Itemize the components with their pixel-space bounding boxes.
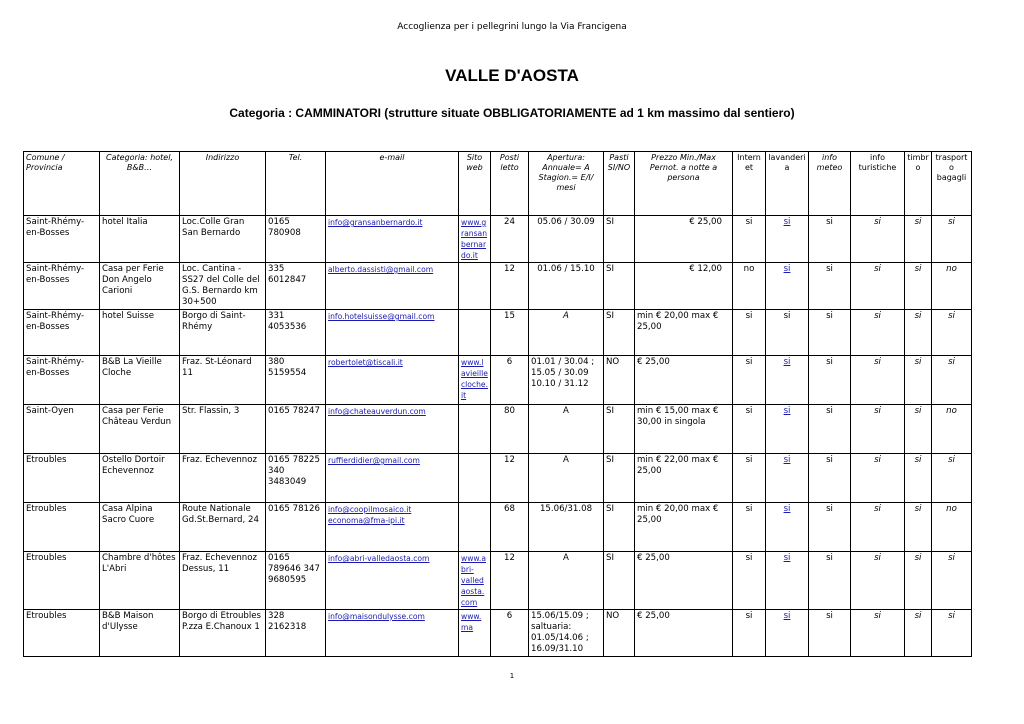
cell-indirizzo: Fraz. Echevennoz — [180, 454, 266, 503]
table-header-row — [24, 152, 972, 216]
email-link[interactable]: info@abri-valledaosta.com — [328, 554, 430, 563]
cell-categoria: hotel Italia — [100, 216, 180, 263]
col-header-apertura: Apertura: Annuale= A Stagion.= E/I/ mesi — [529, 152, 604, 216]
cell-apertura: A — [529, 552, 604, 610]
page-subtitle: Categoria : CAMMINATORI (strutture situate OBBLIGATORIAMENTE ad 1 km massimo dal sentiero) — [229, 106, 795, 120]
cell-timbro: si — [905, 610, 932, 657]
cell-apertura: 15.06/31.08 — [529, 503, 604, 552]
cell-indirizzo: Str. Flassin, 3 — [180, 405, 266, 454]
email-link[interactable]: info@maisondulysse.com — [328, 612, 425, 621]
cell-comune: Etroubles — [24, 610, 100, 657]
cell-tel: 380 5159554 — [266, 356, 326, 405]
cell-comune: Etroubles — [24, 503, 100, 552]
col-header-lavanderia: lavanderia — [766, 152, 809, 216]
email-link[interactable]: robertolet@tiscali.it — [328, 358, 403, 367]
table-row — [24, 216, 972, 263]
cell-sito — [459, 405, 491, 454]
cell-apertura: A — [529, 405, 604, 454]
lavanderia-value[interactable]: si — [783, 611, 791, 621]
cell-meteo: si — [809, 552, 851, 610]
cell-turistiche: si — [851, 356, 905, 405]
cell-meteo: si — [809, 216, 851, 263]
cell-apertura: 01.06 / 15.10 — [529, 263, 604, 310]
lavanderia-value[interactable]: si — [783, 357, 791, 367]
table-row — [24, 552, 972, 610]
cell-categoria: Chambre d'hôtes L'Abri — [100, 552, 180, 610]
cell-trasporto: no — [932, 263, 972, 310]
cell-pasti: SI — [604, 263, 635, 310]
cell-email — [326, 552, 459, 610]
cell-email — [326, 610, 459, 657]
cell-sito — [459, 552, 491, 610]
cell-prezzo: € 25,00 — [635, 216, 733, 263]
cell-meteo: si — [809, 503, 851, 552]
website-link[interactable]: www.ma — [461, 612, 482, 632]
cell-pasti: SI — [604, 310, 635, 356]
cell-email — [326, 310, 459, 356]
cell-posti: 12 — [491, 454, 529, 503]
cell-sito — [459, 610, 491, 657]
cell-timbro: si — [905, 216, 932, 263]
cell-sito — [459, 263, 491, 310]
cell-prezzo: € 25,00 — [635, 552, 733, 610]
cell-categoria: Ostello Dortoir Echevennoz — [100, 454, 180, 503]
cell-trasporto: no — [932, 503, 972, 552]
cell-lavanderia — [766, 216, 809, 263]
lavanderia-value: si — [783, 311, 791, 321]
col-header-timbro: timbro — [905, 152, 932, 216]
cell-internet: no — [733, 263, 766, 310]
cell-tel: 331 4053536 — [266, 310, 326, 356]
cell-indirizzo: Fraz. St-Léonard 11 — [180, 356, 266, 405]
cell-timbro: si — [905, 503, 932, 552]
cell-indirizzo: Fraz. Echevennoz Dessus, 11 — [180, 552, 266, 610]
col-header-trasporto: trasporto bagagli — [932, 152, 972, 216]
col-header-internet: Internet — [733, 152, 766, 216]
cell-pasti: NO — [604, 356, 635, 405]
cell-prezzo: € 25,00 — [635, 356, 733, 405]
cell-internet: si — [733, 356, 766, 405]
page-title: VALLE D'AOSTA — [445, 66, 579, 85]
table-row — [24, 610, 972, 657]
running-header: Accoglienza per i pellegrini lungo la Via Francigena — [397, 22, 627, 32]
cell-internet: si — [733, 552, 766, 610]
cell-tel: 328 2162318 — [266, 610, 326, 657]
lavanderia-value[interactable]: si — [783, 553, 791, 563]
cell-timbro: si — [905, 405, 932, 454]
cell-sito — [459, 216, 491, 263]
cell-comune: Saint-Rhémy-en-Bosses — [24, 263, 100, 310]
cell-timbro: si — [905, 552, 932, 610]
cell-trasporto: si — [932, 310, 972, 356]
cell-meteo: si — [809, 405, 851, 454]
email-link[interactable]: info@gransanbernardo.it — [328, 218, 423, 227]
email-link[interactable]: info@chateauverdun.com — [328, 407, 426, 416]
cell-categoria: Casa per Ferie Don Angelo Carioni — [100, 263, 180, 310]
cell-prezzo: € 25,00 — [635, 610, 733, 657]
cell-turistiche: si — [851, 503, 905, 552]
cell-internet: si — [733, 310, 766, 356]
cell-turistiche: si — [851, 405, 905, 454]
cell-categoria: hotel Suisse — [100, 310, 180, 356]
cell-comune: Etroubles — [24, 552, 100, 610]
cell-turistiche: si — [851, 552, 905, 610]
website-link[interactable]: www.abri-valledaosta.com — [461, 554, 487, 607]
cell-turistiche: si — [851, 454, 905, 503]
cell-categoria: Casa Alpina Sacro Cuore — [100, 503, 180, 552]
cell-email — [326, 454, 459, 503]
cell-timbro: si — [905, 263, 932, 310]
cell-indirizzo: Borgo di Saint-Rhémy — [180, 310, 266, 356]
cell-meteo: si — [809, 454, 851, 503]
cell-apertura: A — [529, 454, 604, 503]
cell-trasporto: si — [932, 454, 972, 503]
cell-turistiche: si — [851, 216, 905, 263]
table-row — [24, 503, 972, 552]
cell-meteo: si — [809, 356, 851, 405]
email-link[interactable]: alberto.dassisti@gmail.com — [328, 265, 434, 274]
cell-email — [326, 356, 459, 405]
cell-categoria: B&B La Vieille Cloche — [100, 356, 180, 405]
cell-meteo: si — [809, 610, 851, 657]
cell-tel: 0165 789646 347 9680595 — [266, 552, 326, 610]
cell-internet: si — [733, 503, 766, 552]
col-header-meteo: info meteo — [809, 152, 851, 216]
email-link[interactable]: info.hotelsuisse@gmail.com — [328, 312, 435, 321]
cell-email — [326, 216, 459, 263]
cell-turistiche: si — [851, 610, 905, 657]
cell-internet: si — [733, 610, 766, 657]
cell-lavanderia — [766, 405, 809, 454]
cell-indirizzo: Loc. Cantina - SS27 del Colle del G.S. Bernardo km 30+500 — [180, 263, 266, 310]
email-link[interactable]: ruffierdidier@gmail.com — [328, 456, 420, 465]
cell-pasti: SI — [604, 552, 635, 610]
cell-posti: 12 — [491, 263, 529, 310]
cell-internet: si — [733, 454, 766, 503]
col-header-pasti: Pasti SI/NO — [604, 152, 635, 216]
lavanderia-value[interactable]: si — [783, 504, 791, 514]
cell-indirizzo: Route Nationale Gd.St.Bernard, 24 — [180, 503, 266, 552]
cell-sito — [459, 454, 491, 503]
cell-posti: 6 — [491, 356, 529, 405]
cell-posti: 15 — [491, 310, 529, 356]
cell-pasti: SI — [604, 454, 635, 503]
cell-pasti: SI — [604, 405, 635, 454]
col-header-categoria: Categoria: hotel, B&B… — [100, 152, 180, 216]
cell-trasporto: si — [932, 216, 972, 263]
cell-prezzo: min € 20,00 max € 25,00 — [635, 310, 733, 356]
col-header-prezzo: Prezzo Min./Max Pernot. a notte a persona — [635, 152, 733, 216]
cell-timbro: si — [905, 310, 932, 356]
cell-lavanderia — [766, 454, 809, 503]
cell-tel: 335 6012847 — [266, 263, 326, 310]
lavanderia-value[interactable]: si — [783, 455, 791, 465]
cell-lavanderia — [766, 263, 809, 310]
cell-posti: 68 — [491, 503, 529, 552]
cell-trasporto: si — [932, 610, 972, 657]
cell-internet: si — [733, 216, 766, 263]
cell-categoria: Casa per Ferie Château Verdun — [100, 405, 180, 454]
cell-prezzo: min € 22,00 max € 25,00 — [635, 454, 733, 503]
cell-sito — [459, 356, 491, 405]
cell-trasporto: si — [932, 356, 972, 405]
cell-trasporto: si — [932, 552, 972, 610]
cell-trasporto: no — [932, 405, 972, 454]
cell-turistiche: si — [851, 310, 905, 356]
cell-comune: Saint-Rhémy-en-Bosses — [24, 216, 100, 263]
website-link[interactable]: www.lavieillecloche.it — [461, 358, 489, 400]
cell-lavanderia — [766, 552, 809, 610]
cell-turistiche: si — [851, 263, 905, 310]
cell-comune: Etroubles — [24, 454, 100, 503]
cell-prezzo: min € 20,00 max € 25,00 — [635, 503, 733, 552]
table-row — [24, 356, 972, 405]
cell-prezzo: € 12,00 — [635, 263, 733, 310]
cell-timbro: si — [905, 454, 932, 503]
col-header-email: e-mail — [326, 152, 459, 216]
cell-indirizzo: Loc.Colle Gran San Bernardo — [180, 216, 266, 263]
col-header-comune: Comune / Provincia — [24, 152, 100, 216]
cell-indirizzo: Borgo di Etroubles P.zza E.Chanoux 1 — [180, 610, 266, 657]
cell-lavanderia — [766, 310, 809, 356]
cell-posti: 80 — [491, 405, 529, 454]
table-row — [24, 310, 972, 356]
table-row — [24, 263, 972, 310]
cell-comune: Saint-Rhémy-en-Bosses — [24, 310, 100, 356]
table-row — [24, 405, 972, 454]
table-row — [24, 454, 972, 503]
cell-email — [326, 263, 459, 310]
cell-comune: Saint-Oyen — [24, 405, 100, 454]
accommodation-table — [23, 151, 972, 657]
cell-tel: 0165 780908 — [266, 216, 326, 263]
cell-posti: 6 — [491, 610, 529, 657]
cell-email — [326, 405, 459, 454]
col-header-posti: Posti letto — [491, 152, 529, 216]
cell-lavanderia — [766, 610, 809, 657]
cell-sito — [459, 503, 491, 552]
cell-comune: Saint-Rhémy-en-Bosses — [24, 356, 100, 405]
col-header-tel: Tel. — [266, 152, 326, 216]
cell-pasti: NO — [604, 610, 635, 657]
cell-internet: si — [733, 405, 766, 454]
col-header-sito: Sito web — [459, 152, 491, 216]
cell-prezzo: min € 15,00 max € 30,00 in singola — [635, 405, 733, 454]
cell-timbro: si — [905, 356, 932, 405]
page-number: 1 — [509, 672, 515, 680]
website-link[interactable]: www.gransanbernardo.it — [461, 218, 488, 260]
cell-tel: 0165 78247 — [266, 405, 326, 454]
cell-apertura: A — [529, 310, 604, 356]
cell-apertura: 01.01 / 30.04 ; 15.05 / 30.09 10.10 / 31.12 — [529, 356, 604, 405]
lavanderia-value[interactable]: si — [783, 406, 791, 416]
cell-sito — [459, 310, 491, 356]
lavanderia-value[interactable]: si — [783, 264, 791, 274]
email-link[interactable]: info@coopilmosaico.it economa@fma-ipi.it — [328, 505, 412, 525]
col-header-indirizzo: Indirizzo — [180, 152, 266, 216]
cell-posti: 12 — [491, 552, 529, 610]
cell-meteo: si — [809, 263, 851, 310]
cell-tel: 0165 78126 — [266, 503, 326, 552]
cell-pasti: SI — [604, 216, 635, 263]
cell-categoria: B&B Maison d'Ulysse — [100, 610, 180, 657]
cell-lavanderia — [766, 356, 809, 405]
cell-posti: 24 — [491, 216, 529, 263]
cell-apertura: 05.06 / 30.09 — [529, 216, 604, 263]
lavanderia-value[interactable]: si — [783, 217, 791, 227]
cell-apertura: 15.06/15.09 ; saltuaria: 01.05/14.06 ; 16.09/31.10 — [529, 610, 604, 657]
cell-meteo: si — [809, 310, 851, 356]
col-header-turistiche: info turistiche — [851, 152, 905, 216]
cell-pasti: SI — [604, 503, 635, 552]
cell-tel: 0165 78225 340 3483049 — [266, 454, 326, 503]
cell-email — [326, 503, 459, 552]
cell-lavanderia — [766, 503, 809, 552]
